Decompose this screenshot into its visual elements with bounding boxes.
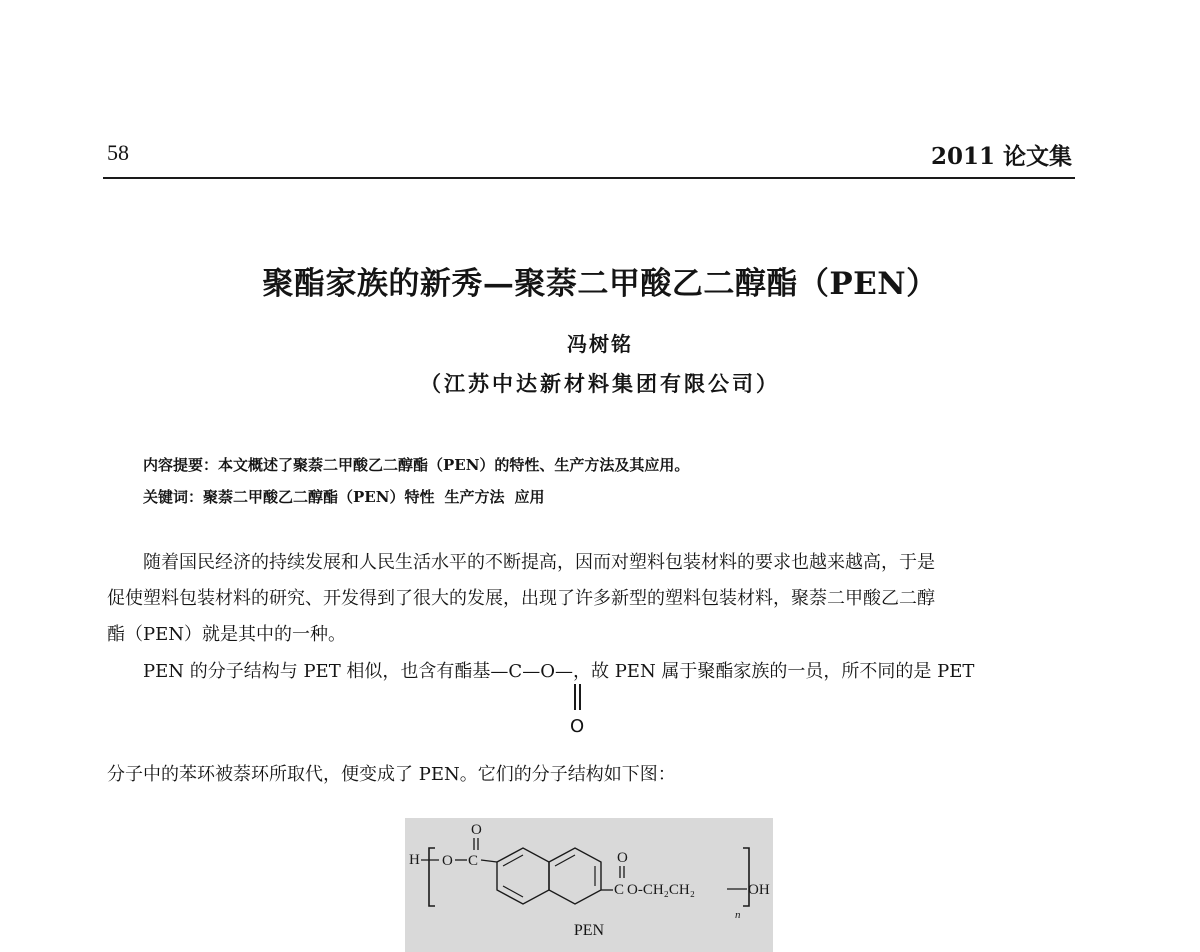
- formula-o2-top: O: [617, 850, 628, 866]
- body-text-segment: PEN 的分子结构与 PET 相似，也含有酯基: [143, 661, 491, 682]
- ester-bond: —: [490, 661, 509, 682]
- naphthalene-ring-left: [497, 848, 549, 904]
- ester-o-atom: O: [540, 661, 555, 682]
- body-text-line: [143, 657, 974, 683]
- ester-c-atom: C: [508, 661, 523, 682]
- ester-carbonyl-o: O: [570, 716, 585, 737]
- pen-structure-figure: [405, 818, 773, 952]
- formula-o1-top: O: [471, 822, 482, 838]
- naphthalene-ring-right: [549, 848, 601, 904]
- ester-double-bond: [574, 684, 576, 710]
- author-affiliation: （江苏中达新材料集团有限公司）: [420, 371, 780, 396]
- body-text-line: 促使塑料包装材料的研究、开发得到了很大的发展，出现了许多新型的塑料包装材料，聚萘二甲酸乙二醇: [107, 588, 935, 609]
- figure-caption: PEN: [573, 922, 605, 939]
- formula-c1: C: [468, 853, 479, 869]
- keyword-item: 聚萘二甲酸乙二醇酯（PEN）特性: [203, 488, 435, 506]
- formula-h: H: [409, 852, 420, 868]
- bond: [481, 860, 497, 862]
- page-number: 58: [107, 140, 129, 165]
- keywords-label: 关键词：: [143, 488, 204, 506]
- ester-bond: —: [522, 661, 541, 682]
- formula-o1: O: [442, 853, 453, 869]
- body-text-line: 随着国民经济的持续发展和人民生活水平的不断提高，因而对塑料包装材料的要求也越来越高，于是: [143, 552, 935, 573]
- left-bracket: [429, 848, 435, 906]
- abstract: 内容提要：本文概述了聚萘二甲酸乙二醇酯（PEN）的特性、生产方法及其应用。: [143, 456, 690, 474]
- formula-oh: OH: [748, 882, 770, 898]
- ester-double-bond: [579, 684, 581, 710]
- book-title: 2011 论文集: [930, 143, 1072, 170]
- author-name: 冯树铭: [567, 332, 633, 356]
- keyword-item: 生产方法: [444, 488, 505, 506]
- formula-n: n: [735, 909, 741, 921]
- body-text-line: 分子中的苯环被萘环所取代，便变成了 PEN。它们的分子结构如下图：: [107, 764, 676, 785]
- formula-chain: O-CH₂CH₂: [627, 882, 695, 898]
- keyword-item: 应用: [514, 488, 545, 506]
- body-text-segment: ，故 PEN 属于聚酯家族的一员，所不同的是 PET: [572, 661, 975, 682]
- body-text-line: 酯（PEN）就是其中的一种。: [107, 624, 346, 645]
- keywords: [143, 486, 544, 507]
- ester-bond: —: [554, 661, 573, 682]
- formula-c2: C: [614, 882, 625, 898]
- header-rule: [103, 177, 1075, 179]
- article-title: 聚酯家族的新秀—聚萘二甲酸乙二醇酯（PEN）: [262, 266, 938, 302]
